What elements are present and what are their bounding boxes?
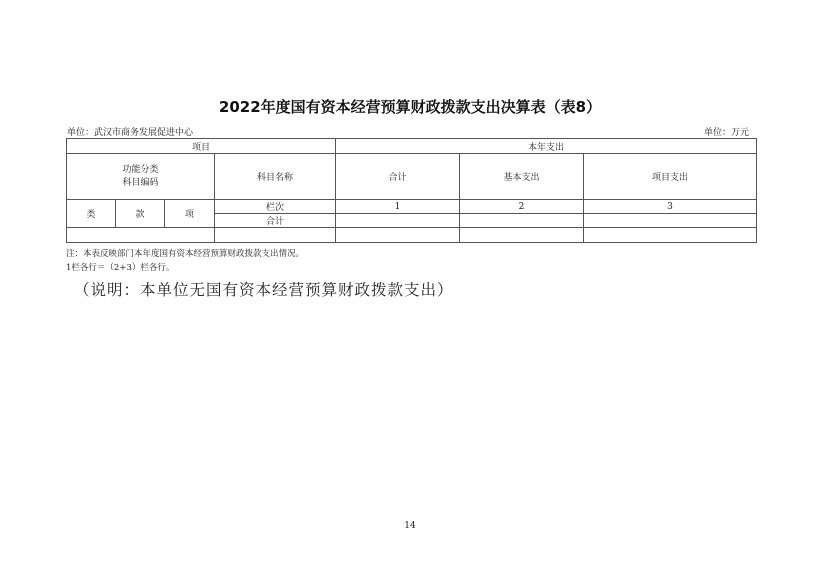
- table-formula-note: 1栏各行＝（2+3）栏各行。: [66, 263, 175, 273]
- unit-label: 单位：武汉市商务发展促进中心: [67, 128, 194, 138]
- column-number-3: 3: [584, 200, 757, 214]
- currency-unit-label: 单位：万元: [703, 128, 749, 138]
- item-header: 项: [165, 200, 215, 228]
- empty-cell: [584, 228, 757, 243]
- explanation-text: （说明：本单位无国有资本经营预算财政拨款支出）: [74, 281, 454, 299]
- empty-cell: [336, 228, 460, 243]
- expenditure-table: [66, 138, 757, 243]
- empty-cell: [460, 228, 584, 243]
- basic-cell: [460, 214, 584, 228]
- project-expenditure-header: 项目支出: [584, 154, 757, 200]
- column-number-1: 1: [336, 200, 460, 214]
- page-title: 2022年度国有资本经营预算财政拨款支出决算表（表8）: [218, 98, 602, 116]
- column-number-2: 2: [460, 200, 584, 214]
- header-project: 项目: [67, 139, 336, 154]
- column-order-label: 栏次: [215, 200, 336, 214]
- basic-expenditure-header: 基本支出: [460, 154, 584, 200]
- page-number: 14: [404, 521, 416, 531]
- subject-name-header: 科目名称: [215, 154, 336, 200]
- total-header: 合计: [336, 154, 460, 200]
- functional-classification-label: 功能分类: [122, 164, 159, 175]
- subject-code-label: 科目编码: [122, 177, 159, 188]
- column-order-row: [67, 200, 757, 214]
- category-header: 类: [67, 200, 116, 228]
- empty-cell: [215, 228, 336, 243]
- total-row-label: 合计: [215, 214, 336, 228]
- header-current-year-expenditure: 本年支出: [336, 139, 757, 154]
- section-header: 款: [116, 200, 165, 228]
- total-cell: [336, 214, 460, 228]
- table-note: 注：本表反映部门本年度国有资本经营预算财政拨款支出情况。: [66, 249, 305, 259]
- functional-classification-cell: [67, 154, 215, 200]
- table-header-row: [67, 139, 757, 154]
- table-subheader-row: [67, 154, 757, 200]
- empty-row: [67, 228, 757, 243]
- project-cell: [584, 214, 757, 228]
- empty-cell: [67, 228, 215, 243]
